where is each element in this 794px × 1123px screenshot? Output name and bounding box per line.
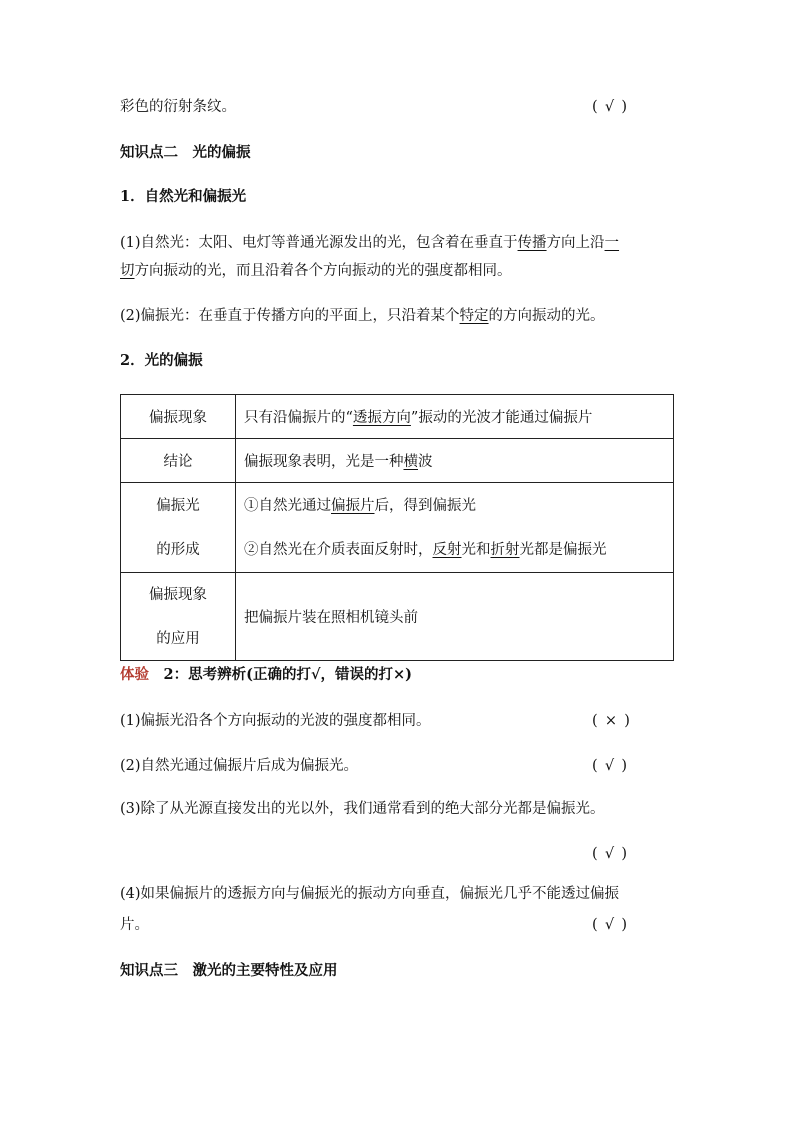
natural-light-line2	[120, 260, 680, 282]
table-cell-formation: ①自然光通过偏振片后，得到偏振光 ②自然光在介质表面反射时，反射光和折射光都是偏振光	[236, 483, 674, 573]
blank-all-2: 切	[120, 263, 135, 279]
polarized-light-line	[120, 305, 680, 327]
blank-specific: 特定	[459, 308, 489, 324]
exercise-item-3: (3)除了从光源直接发出的光以外，我们通常看到的绝大部分光都是偏振光。	[120, 801, 605, 817]
natural-light-text-c: 方向振动的光，而且沿着各个方向振动的光的强度都相同。	[134, 263, 512, 279]
polarization-table	[120, 394, 674, 661]
blank-transmission-axis: 透振方向	[352, 410, 411, 426]
exercise-label: 体验	[120, 666, 149, 683]
natural-light-line1	[120, 232, 680, 254]
natural-light-text-b: 方向上沿	[546, 235, 605, 251]
exercise-item-2: (2)自然光通过偏振片后成为偏振光。	[120, 758, 359, 774]
table-cell-phenomenon: 只有沿偏振片的“透振方向”振动的光波才能通过偏振片	[236, 395, 674, 439]
table-head-formation: 偏振光 的形成	[121, 483, 236, 573]
natural-light-text-a: (1)自然光：太阳、电灯等普通光源发出的光，包含着在垂直于	[120, 235, 518, 251]
section2-title: 知识点二 光的偏振	[120, 144, 251, 161]
section3-title: 知识点三 激光的主要特性及应用	[120, 962, 338, 979]
table-row	[121, 439, 674, 483]
blank-refracted: 折射	[490, 541, 520, 558]
intro-check-mark: ( √ )	[592, 99, 628, 115]
blank-reflected: 反射	[432, 541, 462, 558]
table-cell-application: 把偏振片装在照相机镜头前	[236, 573, 674, 661]
exercise-item-2-mark: ( √ )	[592, 758, 628, 774]
intro-text: 彩色的衍射条纹。	[120, 99, 236, 115]
exercise-item-4-mark: ( √ )	[592, 917, 628, 933]
exercise-item-1: (1)偏振光沿各个方向振动的光波的强度都相同。	[120, 713, 431, 729]
table-row	[121, 395, 674, 439]
table-head-conclusion: 结论	[121, 439, 236, 483]
table-cell-conclusion: 偏振现象表明，光是一种横波	[236, 439, 674, 483]
polarized-text-a: (2)偏振光：在垂直于传播方向的平面上，只沿着某个	[120, 308, 460, 324]
table-head-phenomenon: 偏振现象	[121, 395, 236, 439]
blank-transverse: 横	[403, 454, 418, 470]
table-row	[121, 573, 674, 661]
sub1-title: 1．自然光和偏振光	[120, 188, 247, 205]
exercise-item-4-line2: 片。	[120, 917, 149, 933]
blank-polarizer: 偏振片	[331, 497, 375, 514]
exercise-heading	[120, 664, 680, 686]
exercise-item-4-line1: (4)如果偏振片的透振方向与偏振光的振动方向垂直，偏振光几乎不能透过偏振	[120, 886, 620, 902]
blank-all-1: 一	[604, 235, 620, 251]
sub2-title: 2．光的偏振	[120, 352, 203, 369]
exercise-item-3-mark: ( √ )	[592, 846, 628, 862]
exercise-item-1-mark: ( × )	[592, 713, 630, 729]
table-head-application: 偏振现象 的应用	[121, 573, 236, 661]
exercise-title: 2：思考辨析(正确的打√，错误的打×)	[149, 666, 412, 683]
table-row	[121, 483, 674, 573]
blank-propagation: 传播	[517, 235, 547, 251]
polarized-text-b: 的方向振动的光。	[488, 308, 605, 324]
